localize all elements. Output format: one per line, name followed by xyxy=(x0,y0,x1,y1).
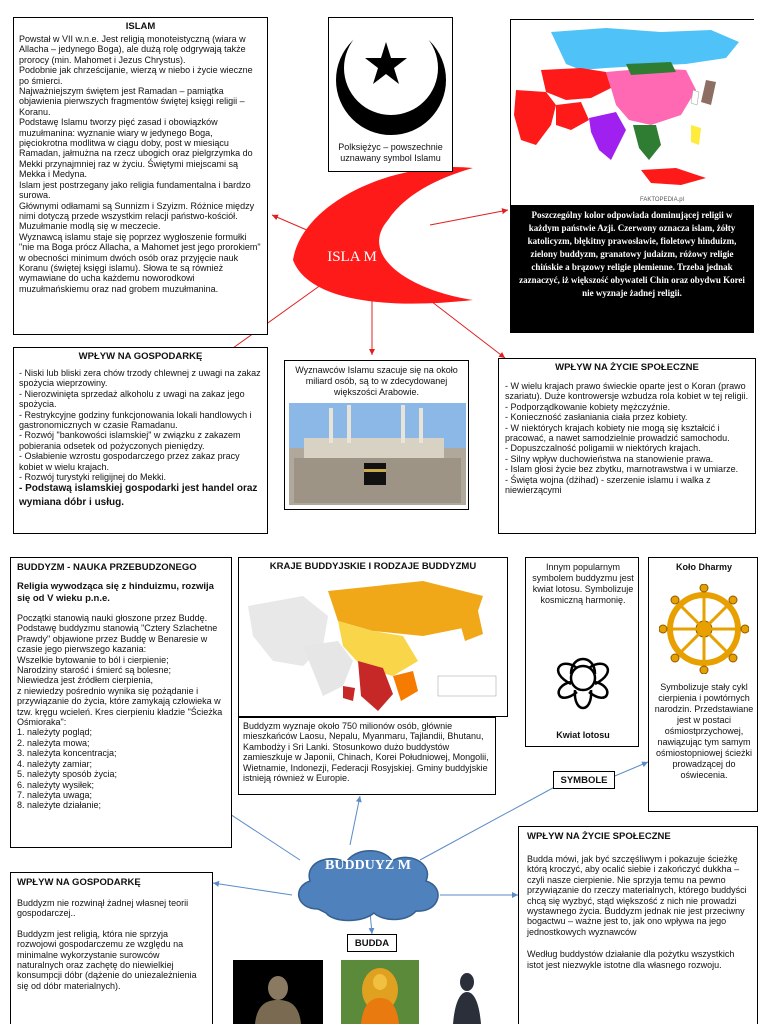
lotus-box xyxy=(525,557,639,747)
buddhism-description-box xyxy=(10,557,232,848)
buddhist-map xyxy=(243,576,505,714)
buddhist-map-caption-box xyxy=(238,717,496,795)
islam-economy-bold: - Podstawą islamskiej gospodarki jest handel oraz wymiana dóbr i usług. xyxy=(19,483,258,509)
buddhism-body: Początki stanowią nauki głoszone przez Buddę. Podstawę buddyzmu stanowią "Cztery Szlachetne Prawdy" objawione przez Buddę w Benaresie w czasie jego pierwszego kazania: Wszelkie bytowanie to ból i cierpienie; Narodziny starość i śmierć są bolesne; Niewiedza jest źródłem cierpienia, z niewiedzy pośrednio wynika się pożądanie i przywiązanie do życia, które zamykają człowieka w tzw. kręgu wcieleń. Kres cierpieniu kładzie "Ścieżka Ośmioraka": 1. należyty pogląd; 2. należyta mowa; 3. należyta koncentracja; 4. należyty zamiar; 5. należyty sposób życia; 6. należyty wysiłek; 7. należyta uwaga; 8. należyte działanie; xyxy=(17,613,223,811)
buddhism-economy-title: WPŁYW NA GOSPODARKĘ xyxy=(17,877,141,888)
buddha-statue-images xyxy=(233,960,513,1024)
map-credit: FAKTOPEDIA.pl xyxy=(640,197,684,203)
buddhism-lead: Religia wywodząca się z hinduizmu, rozwija się od V wieku p.n.e. xyxy=(17,581,214,604)
islam-economy-title: WPŁYW NA GOSPODARKĘ xyxy=(78,351,203,362)
lotus-icon xyxy=(533,634,633,722)
islam-title: ISLAM xyxy=(125,21,156,32)
lotus-label: Kwiat lotosu xyxy=(556,730,610,740)
dharma-text: Symbolizuje stały cykl cierpienia i powtórnych narodzin. Przedstawiane jest w postaci ośmiostprzychowej, nawiązując tym samym ośmiostopniowej ścieżki prowadzącej do oświecenia. xyxy=(654,682,754,780)
islam-body: Powstał w VII w.n.e. Jest religią monoteistyczną (wiara w Allacha – jedynego Boga), ale dużą rolę odgrywają także prorocy (min. Mahomet i Jezus Chrystus). Podobnie jak chrześcijanie, wierzą w niebo i życie wieczne po śmierci. Najważniejszym świętem jest Ramadan – pamiątka objawienia pierwszych fragmentów świętej księgi religii – Koranu. Podstawę Islamu tworzy pięć zasad i obowiązków muzułmanina: wyznanie wiary w jedynego Boga, pięciokrotna modlitwa w ciągu doby, post w miesiącu Ramadan, jałmużna na rzecz ubogich oraz pielgrzymka do Mekki przynajmniej raz w życiu. Świętymi miejscami są Mekka i Medyna. Islam jest postrzegany jako religia fundamentalna i bardzo surowa. Głównymi odłamami są Sunnizm i Szyizm. Różnice między nimi dotyczą przede wszystkim relacji państwo-kościół. Muzułmanie modlą się w meczecie. Wyznawcą islamu staje się poprzez wygłoszenie formułki "nie ma Boga prócz Allacha, a Mahomet jest jego prorokiem" w obecności minimum dwóch osób oraz przyjęcie nauk Koranu (świętej księgi islamu). Słowa te są również wymawiane do ucha każdemu noworodkowi muzułmańskiemu oraz nad grobem muzułmanina. xyxy=(19,34,261,294)
islam-social-body: - W wielu krajach prawo świeckie oparte jest o Koran (prawo szariatu). Duże kontrowersje wzbudza rola kobiet w tej religii. - Podporządkowanie kobiety mężczyźnie. - Konieczność zasłaniania ciała przez kobiety. - W niektórych krajach kobiety nie mogą się kształcić i pracować, a nawet samodzielnie prowadzić samochodu. - Dopuszczalność poligamii w niektórych krajach. - Silny wpływ duchowieństwa na stanowienie prawa. - Islam głosi życie bez zbytku, marnotrawstwa i w umiarze. - Święta wojna (dżihad) - szerzenie islamu i walka z niewierzącymi xyxy=(505,381,749,496)
symbol-caption: Polksiężyc – powszechnie uznawany symbol Islamu xyxy=(338,142,443,163)
buddhism-economy-p2: Buddyzm jest religią, która nie sprzyja rozwojowi gospodarczemu ze względu na minimalne wykorzystanie surowców naturalnych oraz zachętę do niewielkiej konsumpcji dóbr (dążenie do uniezależnienia się od dóbr materialnych). xyxy=(17,928,197,991)
buddhism-economy-box xyxy=(10,872,213,1024)
dharma-title: Koło Dharmy xyxy=(675,562,732,572)
budda-label-box xyxy=(347,934,397,952)
buddhism-cloud-label: BUDDUYZ M xyxy=(325,858,411,873)
map-caption: Poszczególny kolor odpowiada dominującej religii w każdym państwie Azji. Czerwony oznacza islam, żółty katolicyzm, błękitny prawosławie, fioletowy hinduizm, zielony buddyzm, granatowy judaizm, różowy religie chińskie a brązowy religie plemienne. Trzeba jednak zaznaczyć, iż większość obywateli Chin oraz obydwu Korei nie wyznaje żadnej religii. xyxy=(519,210,745,298)
buddhist-map-box xyxy=(238,557,508,717)
islam-economy-body: - Niski lub bliski zera chów trzody chlewnej z uwagi na zakaz spożycia wieprzowiny. - Nierozwinięta sprzedaż alkoholu z uwagi na zakaz jego spożycia. - Restrykcyjne godziny funkcjonowania lokali handlowych i gastronomicznych w czasie Ramadanu. - Rozwój "bankowości islamskiej" w związku z zakazem pobierania odsetek od pożyczonych pieniędzy. - Osłabienie wzrostu gospodarczego przez zakaz pracy kobiet w wielu krajach. - Rozwój turystyki religijnej do Mekki. xyxy=(19,368,261,483)
symbole-label: SYMBOLE xyxy=(560,775,608,786)
buddhism-social-box xyxy=(518,826,758,1024)
lotus-text: Innym popularnym symbolem buddyzmu jest kwiat lotosu. Symbolizuje kosmiczną harmonię. xyxy=(532,562,634,605)
mecca-caption: Wyznawców Islamu szacuje się na około miliard osób, są to w zdecydowanej większości Arabowie. xyxy=(295,365,458,397)
buddhism-social-p1: Budda mówi, jak być szczęśliwym i pokazuje ścieżkę którą kroczyć, aby ocalić siebie i zakończyć dukkha – czyli nasze cierpienie. Nie sprzyja temu na pewno przywiązanie do rzeczy materialnych, którego buddyści chcą się wyzbyć, stąd większość z nich nie prowadzi wystawnego życia. Buddyzm jednak nie jest przeciwny bogactwu – ważne jest to, jak ono wpływa na jego jednostkowych wyznawców xyxy=(527,854,747,937)
islam-social-title: WPŁYW NA ŻYCIE SPOŁECZNE xyxy=(555,362,699,373)
buddhist-map-title: KRAJE BUDDYJSKIE I RODZAJE BUDDYZMU xyxy=(269,561,477,572)
islam-crescent-label: ISLA M xyxy=(327,249,377,265)
buddhist-map-caption: Buddyzm wyznaje około 750 milionów osób, głównie mieszkańców Laosu, Nepalu, Myanmaru, Tajlandii, Bhutanu, Kambodży i Sri Lanki. Stosunkowo dużo buddystów zamieszkuje w Japonii, Chinach, Korei Południowej, Mongolii, Wietnamie, Indonezji, Federacji Rosyjskiej. Gminy buddyjskie istnieją również w Europie. xyxy=(243,721,489,784)
symbole-label-box xyxy=(553,771,615,789)
buddhism-economy-p1: Buddyzm nie rozwinął żadnej własnej teorii gospodarczej.. xyxy=(17,898,189,919)
buddhism-social-p2: Według buddystów działanie dla pożytku wszystkich istot jest niezwykle istotne dla własnego rozwoju. xyxy=(527,949,735,970)
dharma-box xyxy=(648,557,758,812)
buddhism-cloud xyxy=(288,843,448,923)
buddhism-title: BUDDYZM - NAUKA PRZEBUDZONEGO xyxy=(17,562,197,573)
buddhism-social-title: WPŁYW NA ŻYCIE SPOŁECZNE xyxy=(527,831,671,842)
budda-label: BUDDA xyxy=(354,938,390,949)
dharma-wheel-icon xyxy=(659,584,749,674)
